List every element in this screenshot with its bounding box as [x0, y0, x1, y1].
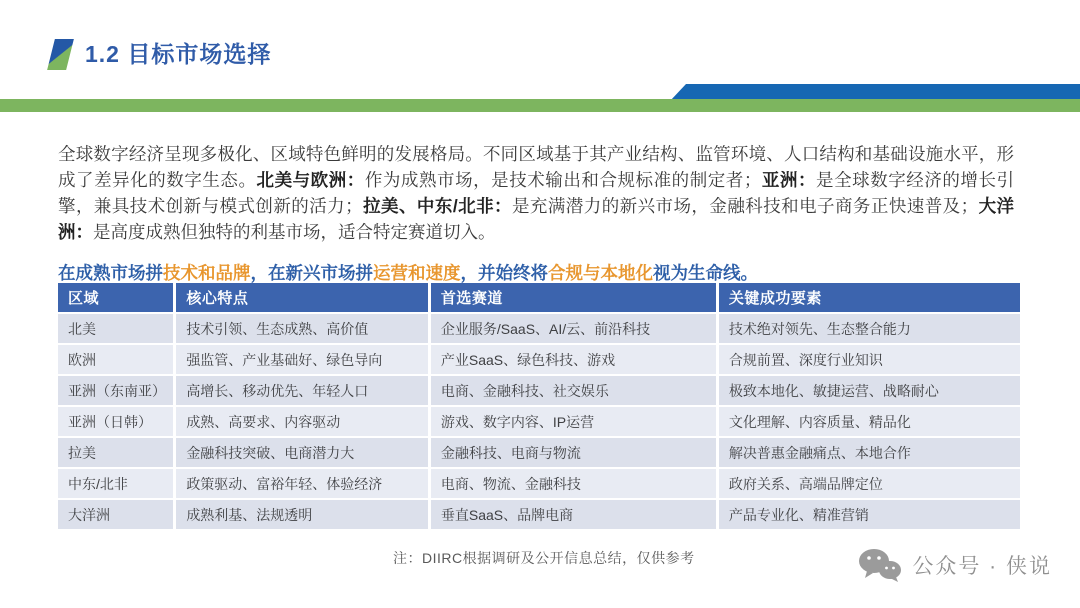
key-success-cell: 技术绝对领先、生态整合能力: [719, 314, 1020, 343]
page-title: 1.2 目标市场选择: [85, 41, 272, 67]
region-cell: 亚洲（日韩）: [58, 407, 173, 436]
key-message-segment-accent: 合规与本地化: [548, 262, 653, 283]
region-cell: 北美: [58, 314, 173, 343]
key-message-segment-accent: 运营和速度: [373, 262, 461, 283]
intro-paragraph: [58, 141, 1014, 245]
market-comparison-table: [55, 281, 1023, 531]
intro-segment-bold: 北美与欧洲：: [256, 169, 365, 190]
key-message-segment: ，并始终将: [460, 262, 548, 283]
key-success-cell: 极致本地化、敏捷运营、战略耐心: [719, 376, 1020, 405]
key-message-segment: 在成熟市场拼: [58, 262, 163, 283]
preferred-tracks-cell: 金融科技、电商与物流: [431, 438, 716, 467]
key-message-segment-accent: 技术和品牌: [163, 262, 251, 283]
table-row: [58, 407, 1020, 436]
column-header-preferred-tracks: 首选赛道: [431, 283, 716, 312]
intro-segment: 是充满潜力的新兴市场，金融科技和电子商务正快速普及；: [511, 195, 979, 216]
preferred-tracks-cell: 垂直SaaS、品牌电商: [431, 500, 716, 529]
core-features-cell: 成熟、高要求、内容驱动: [176, 407, 428, 436]
intro-segment: 作为成熟市场，是技术输出和合规标准的制定者；: [364, 169, 762, 190]
key-success-cell: 合规前置、深度行业知识: [719, 345, 1020, 374]
source-note: 注：DIIRC根据调研及公开信息总结，仅供参考: [393, 550, 695, 566]
key-success-cell: 政府关系、高端品牌定位: [719, 469, 1020, 498]
core-features-cell: 政策驱动、富裕年轻、体验经济: [176, 469, 428, 498]
table-row: [58, 376, 1020, 405]
key-success-cell: 产品专业化、精准营销: [719, 500, 1020, 529]
key-message-segment: ，在新兴市场拼: [250, 262, 373, 283]
preferred-tracks-cell: 游戏、数字内容、IP运营: [431, 407, 716, 436]
region-cell: 欧洲: [58, 345, 173, 374]
preferred-tracks-cell: 产业SaaS、绿色科技、游戏: [431, 345, 716, 374]
preferred-tracks-cell: 企业服务/SaaS、AI/云、前沿科技: [431, 314, 716, 343]
intro-segment: 是全球数字经济的增长引擎，兼具技术创新与模式创新的活力；: [58, 169, 1015, 216]
table-row: [58, 314, 1020, 343]
table-row: [58, 345, 1020, 374]
header-green-bar: [0, 99, 1080, 112]
key-success-cell: 文化理解、内容质量、精品化: [719, 407, 1020, 436]
wechat-icon: [858, 548, 902, 582]
core-features-cell: 强监管、产业基础好、绿色导向: [176, 345, 428, 374]
core-features-cell: 技术引领、生态成熟、高价值: [176, 314, 428, 343]
intro-segment-bold: 大洋洲：: [58, 195, 1015, 242]
intro-segment-bold: 亚洲：: [761, 169, 817, 190]
region-cell: 亚洲（东南亚）: [58, 376, 173, 405]
key-message-segment: 视为生命线。: [653, 262, 758, 283]
table-row: [58, 438, 1020, 467]
intro-segment: 是高度成熟但独特的利基市场，适合特定赛道切入。: [93, 221, 496, 242]
table-row: [58, 500, 1020, 529]
region-cell: 中东/北非: [58, 469, 173, 498]
column-header-core-features: 核心特点: [176, 283, 428, 312]
key-success-cell: 解决普惠金融痛点、本地合作: [719, 438, 1020, 467]
brand-name: 公众号 · 侠说: [912, 555, 1052, 578]
core-features-cell: 成熟利基、法规透明: [176, 500, 428, 529]
column-header-region: 区域: [58, 283, 173, 312]
preferred-tracks-cell: 电商、金融科技、社交娱乐: [431, 376, 716, 405]
table-row: [58, 469, 1020, 498]
intro-segment-bold: 拉美、中东/北非：: [362, 195, 512, 216]
core-features-cell: 高增长、移动优先、年轻人口: [176, 376, 428, 405]
title-accent-icon: [47, 39, 74, 70]
intro-segment: 全球数字经济呈现多极化、区域特色鲜明的发展格局。不同区域基于其产业结构、监管环境、人口结构和基础设施水平，形成了差异化的数字生态。: [58, 143, 1014, 190]
brand-watermark: [858, 548, 1052, 582]
region-cell: 拉美: [58, 438, 173, 467]
core-features-cell: 金融科技突破、电商潜力大: [176, 438, 428, 467]
preferred-tracks-cell: 电商、物流、金融科技: [431, 469, 716, 498]
column-header-key-success-factors: 关键成功要素: [719, 283, 1020, 312]
table-header-row: [58, 283, 1020, 312]
region-cell: 大洋洲: [58, 500, 173, 529]
